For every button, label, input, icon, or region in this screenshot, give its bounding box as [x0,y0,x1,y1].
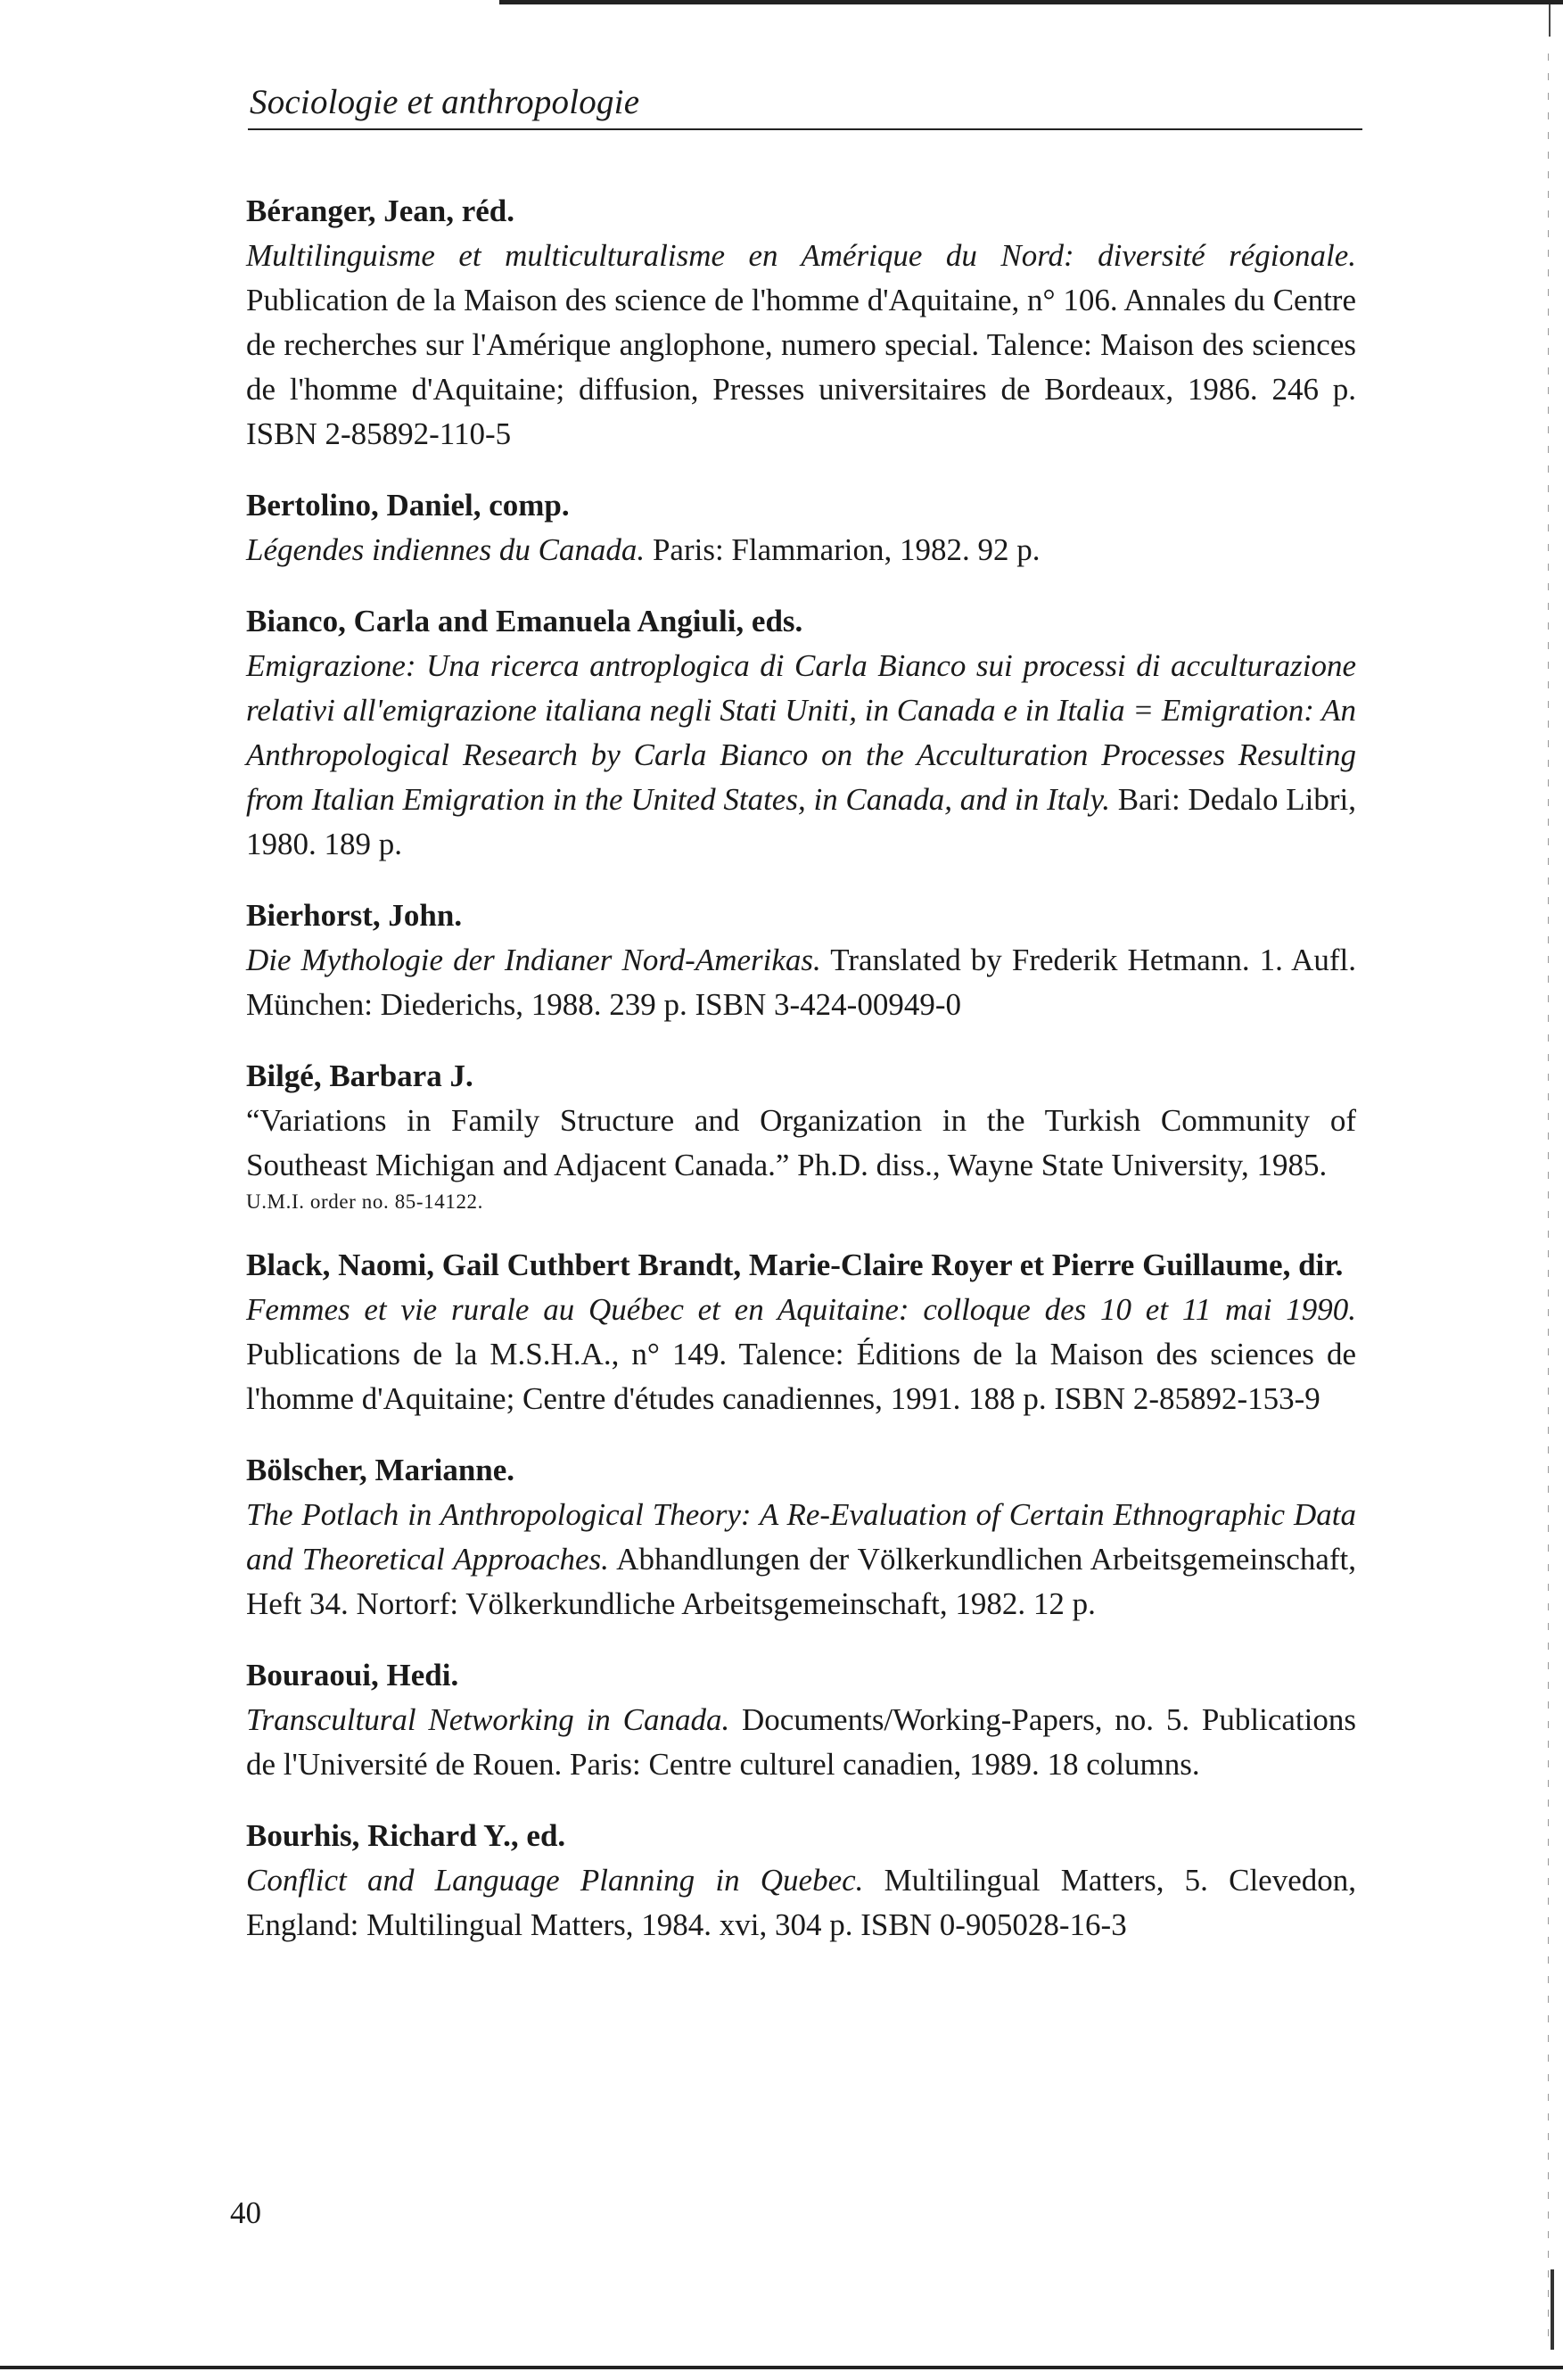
bibliography-list [246,189,1356,1974]
bibliography-entry [246,1243,1356,1421]
scan-top-rule [499,0,1563,4]
entry-author: Bölscher, Marianne. [246,1453,515,1487]
entry-title: The Potlach in Anthropological Theory: A Re-Evaluation of Certain Ethnographic Data and Theoretical Approaches. [246,1497,1356,1577]
bibliography-entry [246,1653,1356,1787]
entry-details: Publications de la M.S.H.A., n° 149. Talence: Éditions de la Maison des sciences de l'homme d'Aquitaine; Centre d'études canadiennes, 1991. 188 p. ISBN 2-85892-153-9 [246,1337,1356,1416]
entry-author: Bianco, Carla and Emanuela Angiuli, eds. [246,604,803,638]
entry-body [246,1698,1356,1787]
scan-right-edge [1548,54,1549,2336]
bibliography-entry [246,1448,1356,1626]
entry-details: Bari: Dedalo Libri, 1980. 189 p. [246,782,1356,861]
entry-title: Légendes indiennes du Canada. [246,532,646,567]
entry-details: “Variations in Family Structure and Organization in the Turkish Community of Southeast Michigan and Adjacent Canada.” Ph.D. diss., Wayne State University, 1985. [246,1103,1356,1182]
page-number: 40 [230,2195,261,2230]
entry-body [246,1858,1356,1948]
entry-details: Abhandlungen der Völkerkundlichen Arbeitsgemeinschaft, Heft 34. Nortorf: Völkerkundliche Arbeitsgemeinschaft, 1982. 12 p. [246,1542,1356,1621]
entry-details: Multilingual Matters, 5. Clevedon, England: Multilingual Matters, 1984. xvi, 304 p. ISBN 0-905028-16-3 [246,1863,1356,1942]
entry-details: Publication de la Maison des science de l'homme d'Aquitaine, n° 106. Annales du Centre de recherches sur l'Amérique anglophone, numero special. Talence: Maison des sciences de l'homme d'Aquitaine; diffusion, Presses universitaires de Bordeaux, 1986. 246 p. ISBN 2-85892-110-5 [246,283,1356,451]
entry-note: U.M.I. order no. 85-14122. [246,1190,484,1213]
entry-body [246,644,1356,867]
entry-title: Die Mythologie der Indianer Nord-Amerikas. [246,943,821,977]
entry-author: Black, Naomi, Gail Cuthbert Brandt, Marie-Claire Royer et Pierre Guillaume, dir. [246,1248,1344,1282]
entry-body [246,1099,1356,1188]
entry-body [246,1288,1356,1421]
entry-author: Bilgé, Barbara J. [246,1058,473,1093]
bibliography-entry [246,894,1356,1027]
entry-title: Emigrazione: Una ricerca antroplogica di Carla Bianco sui processi di acculturazione relativi all'emigrazione italiana negli Stati Uniti, in Canada e in Italia = Emigration: An Anthropological Research by Carla Bianco on the Acculturation Processes Resulting from Italian Emigration in the United States, in Canada, and in Italy. [246,648,1356,817]
entry-author: Bourhis, Richard Y., ed. [246,1818,566,1853]
bibliography-entry [246,1054,1356,1216]
entry-body [246,234,1356,457]
bibliography-entry [246,1814,1356,1948]
entry-details: Translated by Frederik Hetmann. 1. Aufl. München: Diederichs, 1988. 239 p. ISBN 3-424-00949-0 [246,943,1357,1022]
entry-details: Paris: Flammarion, 1982. 92 p. [645,532,1041,567]
scan-bottom-rule [0,2366,1563,2369]
scan-edge-bracket [1551,2269,1554,2350]
entry-details: Documents/Working-Papers, no. 5. Publications de l'Université de Rouen. Paris: Centre culturel canadien, 1989. 18 columns. [246,1702,1356,1782]
running-head: Sociologie et anthropologie [250,83,640,121]
entry-title: Femmes et vie rurale au Québec et en Aquitaine: colloque des 10 et 11 mai 1990. [246,1292,1356,1327]
entry-title: Transcultural Networking in Canada. [246,1702,730,1737]
bibliography-entry [246,189,1356,457]
header-rule [248,128,1362,130]
entry-body [246,528,1356,572]
bibliography-entry [246,599,1356,867]
bibliography-entry [246,483,1356,572]
entry-author: Bertolino, Daniel, comp. [246,488,570,523]
scan-edge-mark [1549,4,1551,37]
entry-author: Bierhorst, John. [246,898,463,933]
entry-title: Conflict and Language Planning in Quebec. [246,1863,864,1898]
entry-author: Béranger, Jean, réd. [246,194,515,228]
entry-title: Multilinguisme et multiculturalisme en Amérique du Nord: diversité régionale. [246,238,1356,273]
entry-author: Bouraoui, Hedi. [246,1658,459,1692]
entry-body [246,938,1356,1027]
entry-body [246,1493,1356,1626]
